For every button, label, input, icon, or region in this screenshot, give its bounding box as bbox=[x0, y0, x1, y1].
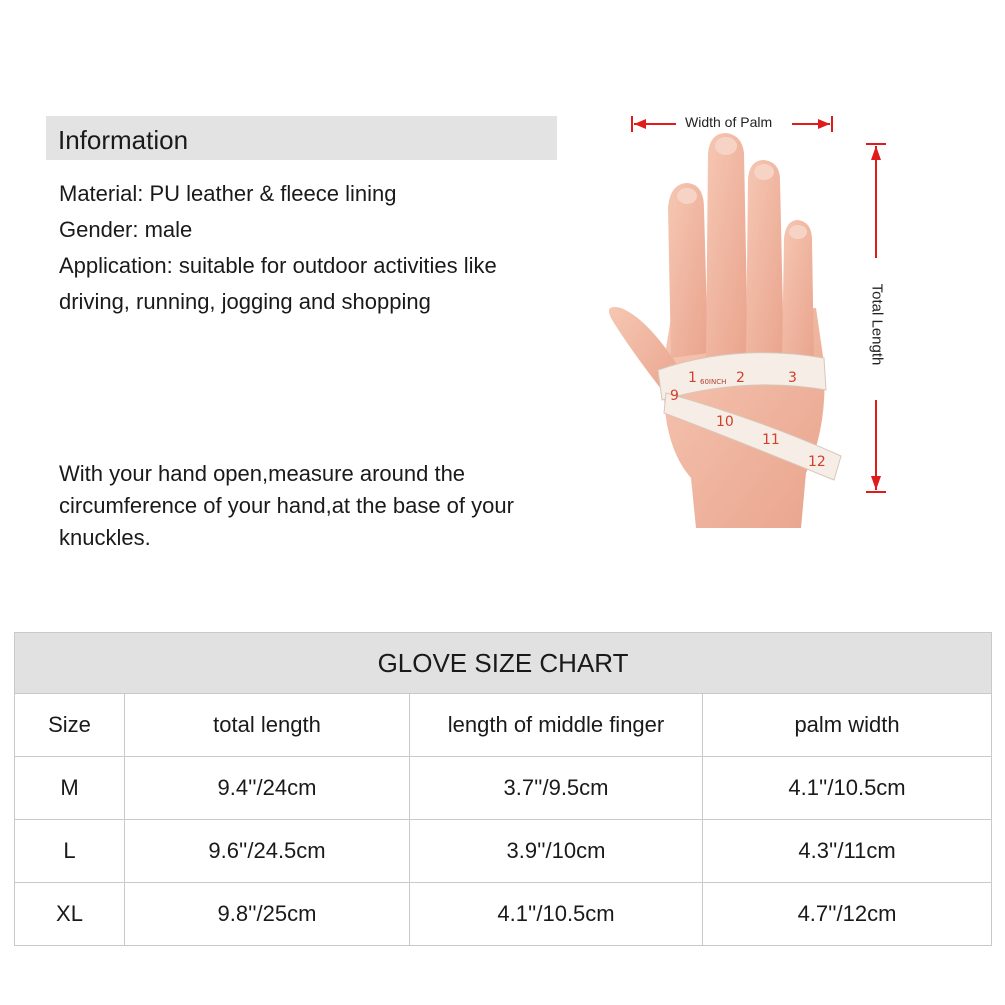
size-cell: L bbox=[15, 820, 125, 883]
tape-mark-1: 1 bbox=[688, 370, 697, 386]
tape-mark-11: 11 bbox=[762, 432, 780, 448]
info-header bbox=[46, 116, 557, 160]
middle-finger-cell: 3.7''/9.5cm bbox=[410, 757, 703, 820]
palm-width-cell: 4.7''/12cm bbox=[703, 883, 992, 946]
palm-width-cell: 4.3''/11cm bbox=[703, 820, 992, 883]
info-application: Application: suitable for outdoor activities like bbox=[59, 253, 497, 278]
tape-mark-12: 12 bbox=[808, 454, 826, 470]
info-gender: Gender: male bbox=[59, 217, 193, 242]
info-title: Information bbox=[58, 125, 189, 155]
measure-instruction: With your hand open,measure around the circumference of your hand,at the base of your knuckles. bbox=[59, 461, 514, 550]
little-finger bbox=[782, 220, 814, 363]
header-palm-width: palm width bbox=[703, 694, 992, 757]
header-total-length: total length bbox=[125, 694, 410, 757]
size-chart-header-row bbox=[15, 694, 992, 757]
size-cell: XL bbox=[15, 883, 125, 946]
table-row bbox=[15, 883, 992, 946]
info-application-continued: driving, running, jogging and shopping bbox=[59, 289, 431, 314]
size-cell: M bbox=[15, 757, 125, 820]
info-material: Material: PU leather & fleece lining bbox=[59, 181, 397, 206]
total-length-label: Total Length bbox=[868, 283, 886, 366]
index-finger bbox=[668, 183, 708, 358]
ring-finger bbox=[746, 160, 784, 358]
hand-measure-illustration bbox=[596, 108, 906, 538]
total-length-cell: 9.8''/25cm bbox=[125, 883, 410, 946]
info-lines bbox=[59, 176, 579, 320]
tape-mark-3: 3 bbox=[788, 370, 797, 386]
middle-finger-cell: 4.1''/10.5cm bbox=[410, 883, 703, 946]
table-row bbox=[15, 820, 992, 883]
middle-finger bbox=[706, 133, 748, 358]
table-row bbox=[15, 757, 992, 820]
size-chart-title: GLOVE SIZE CHART bbox=[15, 633, 992, 694]
header-middle-finger: length of middle finger bbox=[410, 694, 703, 757]
total-length-cell: 9.4''/24cm bbox=[125, 757, 410, 820]
tape-mark-10: 10 bbox=[716, 414, 734, 430]
middle-finger-cell: 3.9''/10cm bbox=[410, 820, 703, 883]
tape-brand: 60INCH bbox=[700, 378, 727, 386]
header-size: Size bbox=[15, 694, 125, 757]
width-of-palm-label: Width of Palm bbox=[682, 114, 775, 130]
glove-size-chart bbox=[14, 632, 992, 946]
palm-width-cell: 4.1''/10.5cm bbox=[703, 757, 992, 820]
tape-mark-2: 2 bbox=[736, 370, 745, 386]
total-length-cell: 9.6''/24.5cm bbox=[125, 820, 410, 883]
tape-mark-9: 9 bbox=[670, 388, 679, 404]
